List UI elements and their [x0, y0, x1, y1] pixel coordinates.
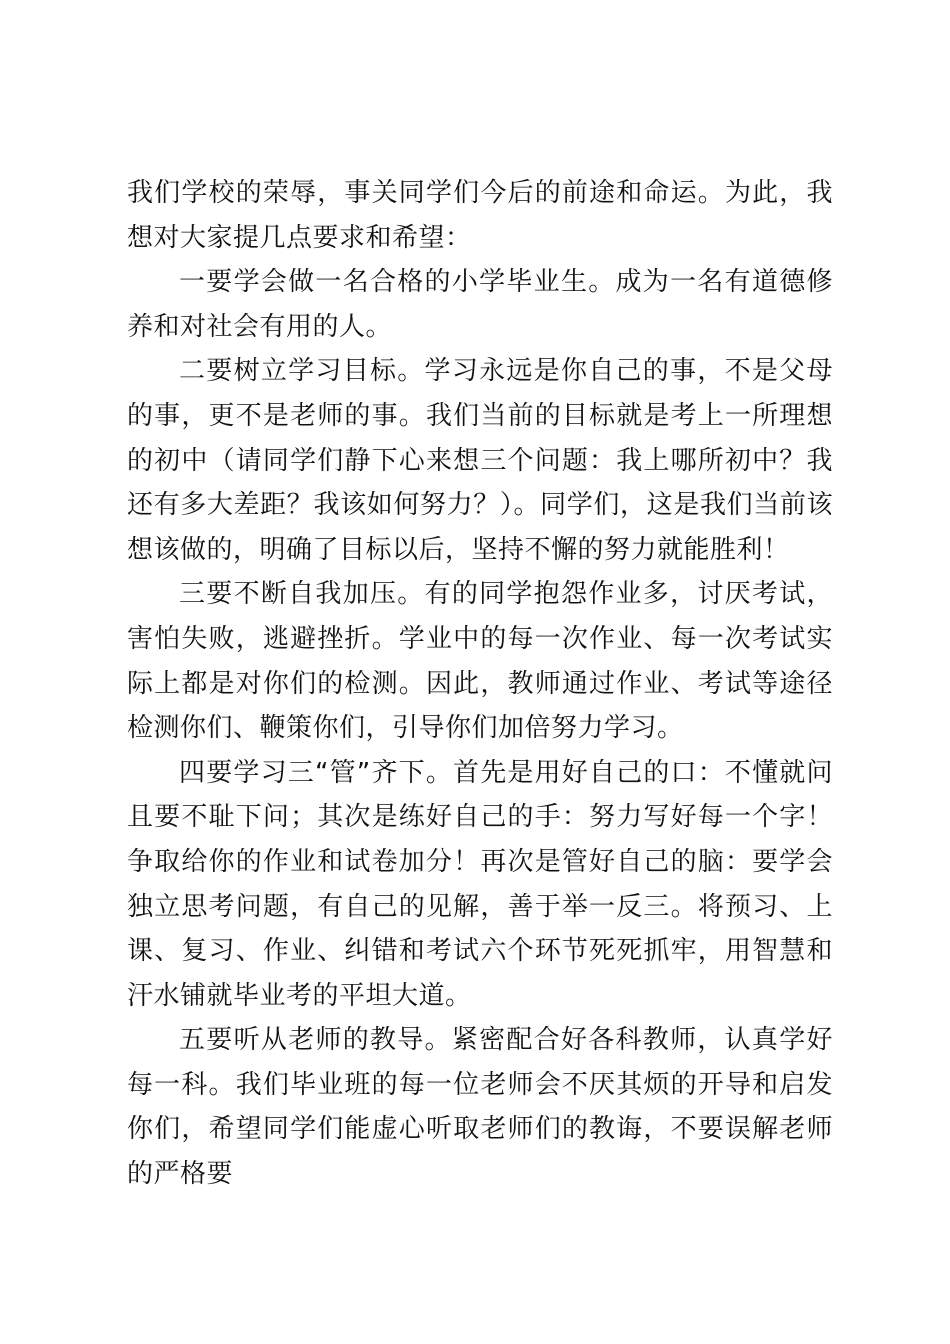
paragraph-3: 二要树立学习目标。学习永远是你自己的事，不是父母的事，更不是老师的事。我们当前的目标就是考上一所理想的初中（请同学们静下心来想三个问题：我上哪所初中？我还有多大差距？我该如何努力？）。同学们，这是我们当前该想该做的，明确了目标以后，坚持不懈的努力就能胜利！ [127, 356, 833, 565]
paragraph-5: 四要学习三“管”齐下。首先是用好自己的口：不懂就问且要不耻下问；其次是练好自己的手：努力写好每一个字！争取给你的作业和试卷加分！再次是管好自己的脑：要学会独立思考问题，有自己的见解，善于举一反三。将预习、上课、复习、作业、纠错和考试六个环节死死抓牢，用智慧和汗水铺就毕业考的平坦大道。 [127, 757, 833, 1011]
paragraph-4: 三要不断自我加压。有的同学抱怨作业多，讨厌考试，害怕失败，逃避挫折。学业中的每一次作业、每一次考试实际上都是对你们的检测。因此，教师通过作业、考试等途径检测你们、鞭策你们，引导你们加倍努力学习。 [127, 579, 833, 744]
paragraph-6: 五要听从老师的教导。紧密配合好各科教师，认真学好每一科。我们毕业班的每一位老师会不厌其烦的开导和启发你们，希望同学们能虚心听取老师们的教诲，不要误解老师的严格要 [127, 1025, 833, 1190]
document-body [127, 171, 833, 1197]
paragraph-1: 我们学校的荣辱，事关同学们今后的前途和命运。为此，我想对大家提几点要求和希望： [127, 178, 833, 253]
paragraph-2: 一要学会做一名合格的小学毕业生。成为一名有道德修养和对社会有用的人。 [127, 267, 833, 342]
